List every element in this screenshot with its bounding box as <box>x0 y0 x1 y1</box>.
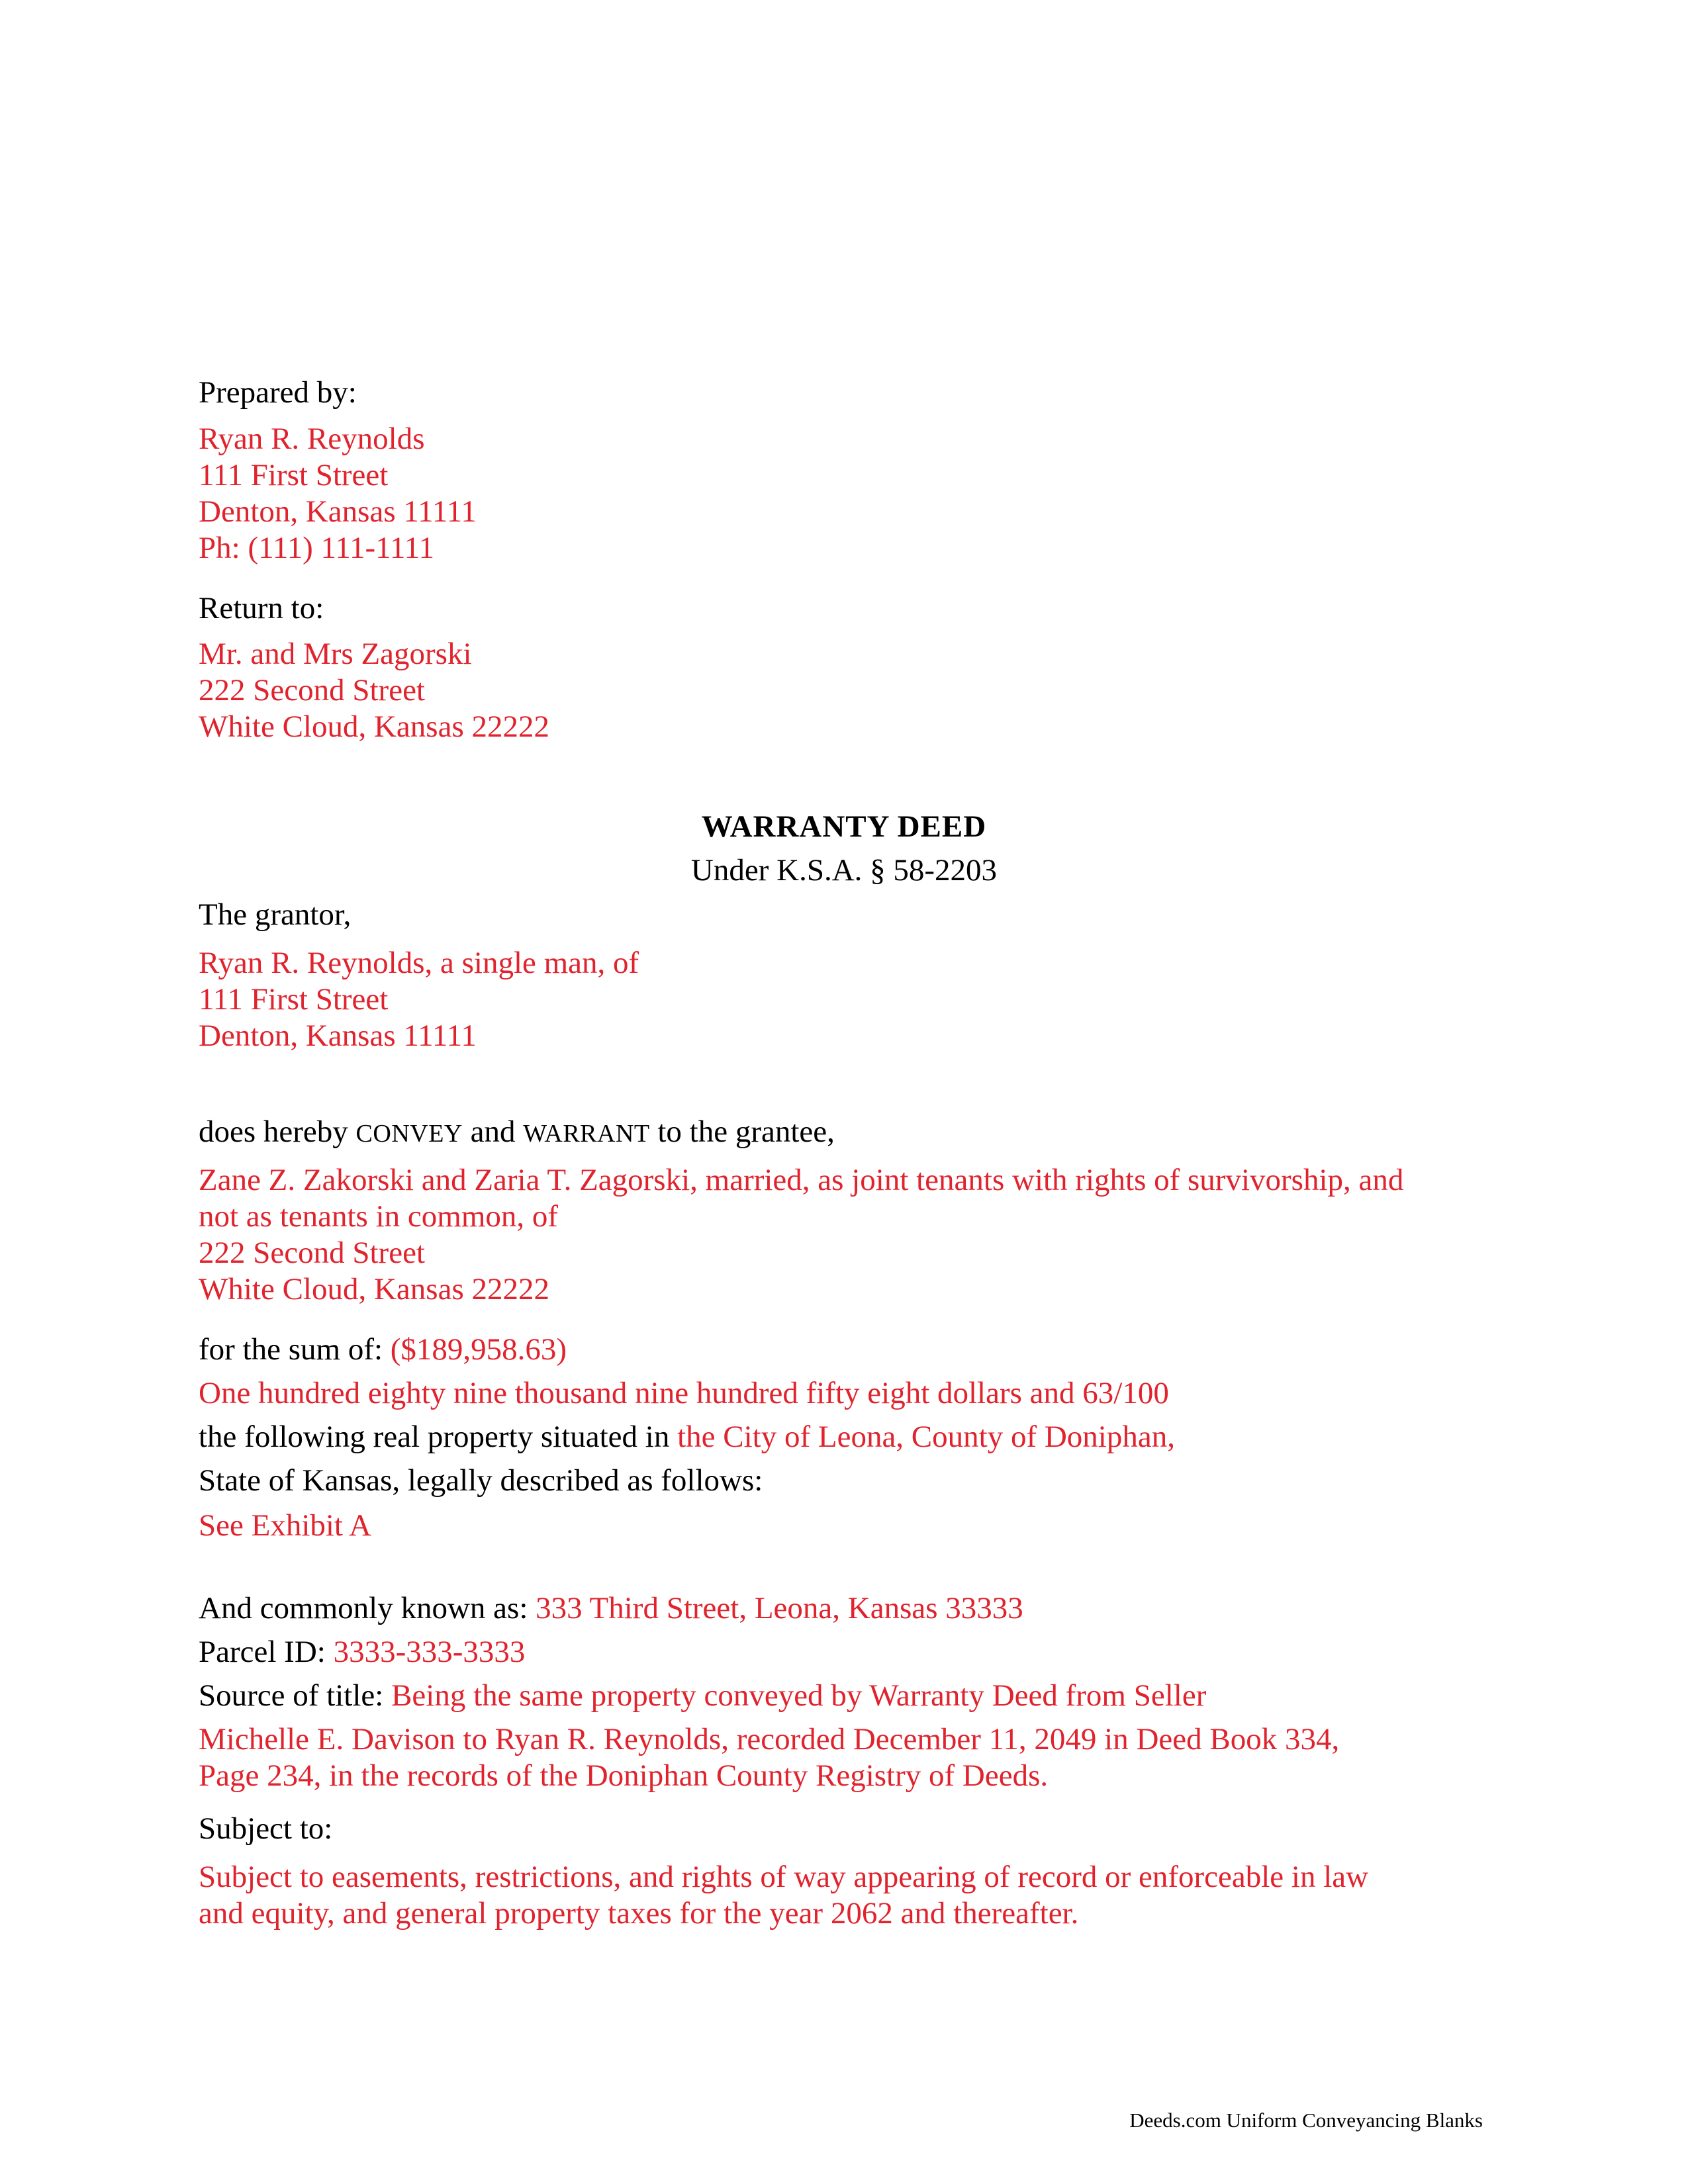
subject-line2: and equity, and general property taxes for the year 2062 and thereafter. <box>199 1896 1079 1931</box>
conveyance-clause <box>199 1114 835 1152</box>
consideration-label: for the sum of: <box>199 1332 391 1367</box>
footer-text: Deeds.com Uniform Conveyancing Blanks <box>1129 2109 1483 2132</box>
convey-word: CONVEY <box>355 1120 463 1148</box>
consideration-line <box>199 1332 567 1368</box>
source-line3: Page 234, in the records of the Doniphan County Registry of Deeds. <box>199 1758 1049 1793</box>
prepared-by-block <box>199 421 477 567</box>
source-continuation <box>199 1721 1339 1794</box>
prepared-by-phone: Ph: (111) 111-1111 <box>199 531 434 565</box>
source-line2: Michelle E. Davison to Ryan R. Reynolds, recorded December 11, 2049 in Deed Book 334, <box>199 1722 1340 1756</box>
grantee-line1: Zane Z. Zakorski and Zaria T. Zagorski, married, as joint tenants with rights of survivorship, and <box>199 1163 1404 1197</box>
conveyance-part2: and <box>462 1115 524 1149</box>
return-to-street: 222 Second Street <box>199 673 425 707</box>
subject-label: Subject to: <box>199 1811 333 1846</box>
situated-value: the City of Leona, County of Doniphan, <box>677 1420 1175 1454</box>
deed-subtitle: Under K.S.A. § 58-2203 <box>690 853 998 887</box>
parcel-label: Parcel ID: <box>199 1635 334 1669</box>
situated-line <box>199 1419 1175 1455</box>
known-as-line <box>199 1590 1023 1627</box>
grantor-label: The grantor, <box>199 897 352 932</box>
prepared-by-city: Denton, Kansas 11111 <box>199 494 477 529</box>
parcel-value: 3333-333-3333 <box>333 1635 526 1669</box>
known-as-value: 333 Third Street, Leona, Kansas 33333 <box>536 1591 1023 1625</box>
known-as-label: And commonly known as: <box>199 1591 536 1625</box>
prepared-by-label: Prepared by: <box>199 375 357 410</box>
consideration-words: One hundred eighty nine thousand nine hundred fifty eight dollars and 63/100 <box>199 1376 1169 1410</box>
grantee-city: White Cloud, Kansas 22222 <box>199 1272 549 1306</box>
conveyance-part3: to the grantee, <box>649 1115 835 1149</box>
situated-label: the following real property situated in <box>199 1420 678 1454</box>
grantee-street: 222 Second Street <box>199 1236 425 1270</box>
deed-title: WARRANTY DEED <box>701 809 987 844</box>
prepared-by-name: Ryan R. Reynolds <box>199 422 425 456</box>
warrant-word: WARRANT <box>523 1120 650 1148</box>
subject-line1: Subject to easements, restrictions, and rights of way appearing of record or enforceable in law <box>199 1860 1369 1894</box>
grantor-line: Ryan R. Reynolds, a single man, of <box>199 946 639 980</box>
grantee-line2: not as tenants in common, of <box>199 1199 559 1234</box>
conveyance-part1: does hereby <box>199 1115 356 1149</box>
grantor-block <box>199 945 639 1054</box>
parcel-line <box>199 1634 525 1670</box>
grantor-city: Denton, Kansas 11111 <box>199 1019 477 1053</box>
return-to-block <box>199 636 549 745</box>
consideration-amount: ($189,958.63) <box>390 1332 567 1367</box>
source-line1: Being the same property conveyed by Warranty Deed from Seller <box>391 1678 1207 1713</box>
state-line: State of Kansas, legally described as follows: <box>199 1463 763 1498</box>
subject-block <box>199 1859 1368 1932</box>
return-to-city: White Cloud, Kansas 22222 <box>199 709 549 744</box>
grantee-block <box>199 1162 1403 1308</box>
source-label: Source of title: <box>199 1678 392 1713</box>
prepared-by-street: 111 First Street <box>199 458 389 492</box>
source-line <box>199 1678 1206 1714</box>
return-to-label: Return to: <box>199 591 324 625</box>
legal-description: See Exhibit A <box>199 1508 372 1543</box>
grantor-street: 111 First Street <box>199 982 389 1017</box>
return-to-name: Mr. and Mrs Zagorski <box>199 637 472 671</box>
